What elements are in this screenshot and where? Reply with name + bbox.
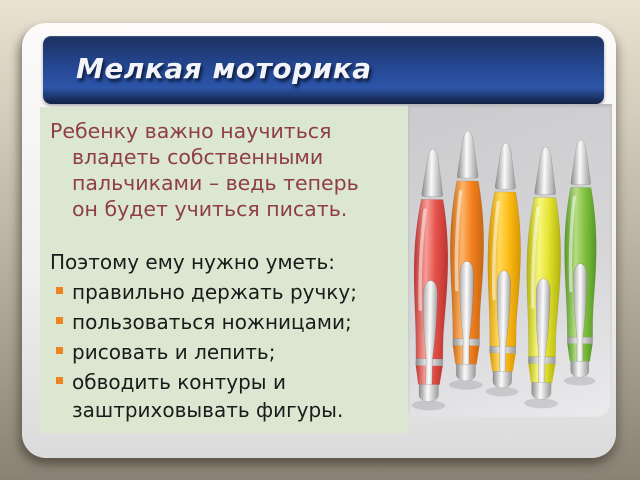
pens-illustration bbox=[408, 104, 612, 417]
green-pen bbox=[564, 140, 597, 386]
slide-title: Мелкая моторика bbox=[76, 52, 372, 85]
list-item-text: пользоваться ножницами; bbox=[72, 310, 352, 334]
list-item-text: рисовать и лепить; bbox=[72, 340, 276, 364]
yellow-pen bbox=[524, 147, 563, 409]
bullet-icon bbox=[56, 287, 63, 294]
gold-pen bbox=[486, 143, 523, 397]
list-header: Поэтому ему нужно уметь: bbox=[50, 250, 336, 274]
red-pen bbox=[412, 149, 450, 411]
bullet-list bbox=[50, 278, 386, 424]
bullet-icon bbox=[56, 377, 63, 384]
list-item-text: правильно держать ручку; bbox=[72, 280, 357, 304]
list-item bbox=[50, 338, 386, 366]
intro-paragraph: Ребенку важно научиться владеть собственными пальчиками – ведь теперь он будет учиться писать. bbox=[50, 119, 359, 221]
list-item bbox=[50, 278, 386, 306]
title-bar bbox=[43, 36, 604, 104]
list-item-text: обводить контуры и заштриховывать фигуры. bbox=[72, 370, 344, 422]
text-box bbox=[40, 107, 408, 433]
bullet-icon bbox=[56, 347, 63, 354]
bullet-icon bbox=[56, 317, 63, 324]
orange-pen bbox=[449, 131, 485, 390]
slide bbox=[22, 23, 616, 458]
list-item bbox=[50, 308, 386, 336]
list-item bbox=[50, 368, 386, 424]
pens-image bbox=[408, 104, 612, 417]
